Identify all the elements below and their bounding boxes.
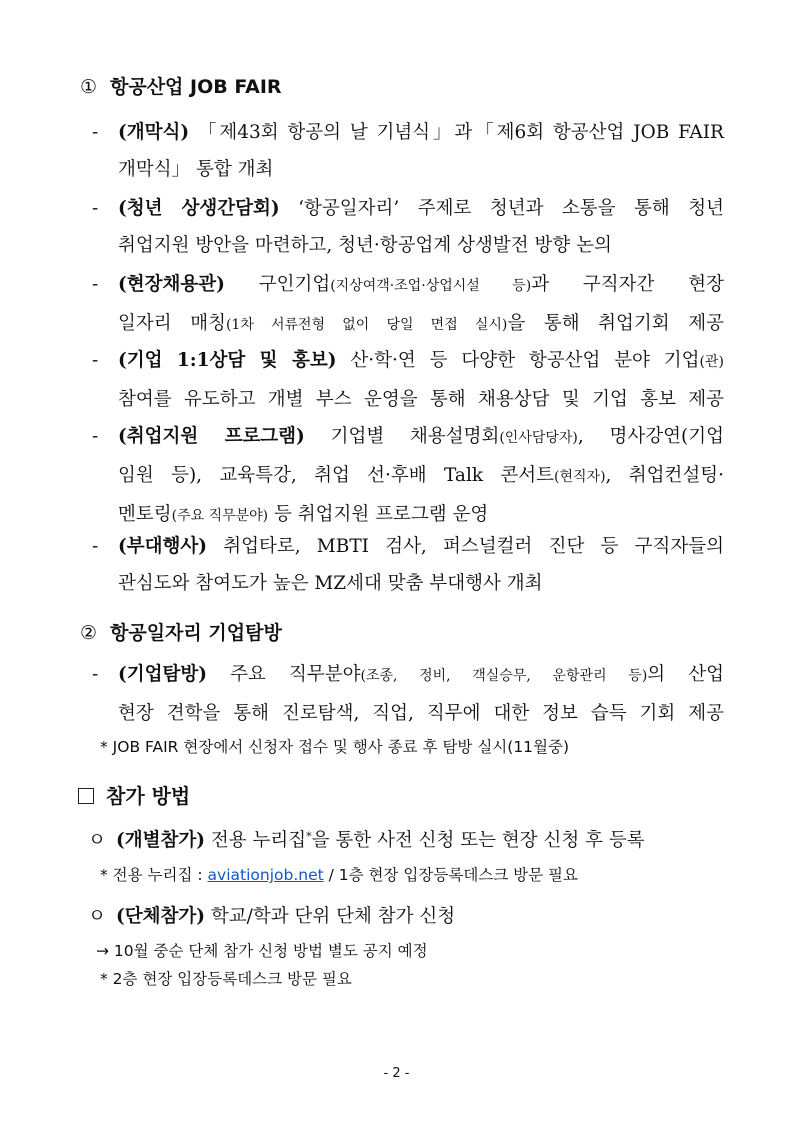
section2-note: * JOB FAIR 현장에서 신청자 접수 및 행사 종료 후 탐방 실시(11월중) — [100, 738, 570, 756]
item-keyword: (부대행사) — [118, 536, 207, 557]
section1-title: 항공산업 JOB FAIR — [110, 76, 282, 98]
page-number: - 2 - — [383, 1066, 410, 1081]
list-item-company-tour: - (기업탐방) 주요 직무분야(조종, 정비, 객실승무, 운항관리 등)의 산업 현장 견학을 통해 진로탐색, 직업, 직무에 대한 정보 습득 기회 제공 — [92, 656, 724, 732]
section2-title: 항공일자리 기업탐방 — [110, 622, 282, 644]
dash: - — [92, 122, 99, 143]
list-item-onsite-hiring: - (현장채용관) 구인기업(지상여객·조업·상업시설 등)과 구직자간 현장 일자리 매칭(1차 서류전형 없이 당일 면접 실시)을 통해 취업기회 제공 — [92, 266, 724, 344]
section1-number: ① — [80, 76, 98, 98]
section2-heading — [80, 618, 282, 645]
item-keyword: (현장채용관) — [118, 274, 225, 295]
item-keyword: (단체참가) — [116, 906, 205, 927]
group-note: * 2층 현장 입장등록데스크 방문 필요 — [100, 970, 352, 988]
list-item-youth-meeting: - (청년 상생간담회) ‘항공일자리’ 주제로 청년과 소통을 통해 청년 취업지원 방안을 마련하고, 청년·항공업계 상생발전 방향 논의 — [92, 190, 724, 264]
individual-participation: ㅇ (개별참가) 전용 누리집*을 통한 사전 신청 또는 현장 신청 후 등록 — [88, 826, 724, 852]
item-keyword: (기업 1:1상담 및 홍보) — [118, 350, 337, 371]
list-item-job-programs: - (취업지원 프로그램) 기업별 채용설명회(인사담당자), 명사강연(기업 임원 등), 교육특강, 취업 선·후배 Talk 콘서트(현직자), 취업컨설팅· 멘토링(주요 직무분야) 등 취업지원 프로그램 운영 — [92, 418, 724, 535]
section1-heading — [80, 72, 282, 99]
individual-note: * 전용 누리집 : aviationjob.net / 1층 현장 입장등록데스크 방문 필요 — [100, 866, 578, 884]
item-keyword: (취업지원 프로그램) — [118, 426, 305, 447]
group-participation: ㅇ (단체참가) 학교/학과 단위 단체 참가 신청 — [88, 902, 724, 928]
dash: - — [92, 536, 99, 557]
checkbox-square-icon — [78, 788, 94, 804]
circle-bullet-icon: ㅇ — [88, 906, 106, 927]
list-item-consulting: - (기업 1:1상담 및 홍보) 산·학·연 등 다양한 항공산업 분야 기업(관) 참여를 유도하고 개별 부스 운영을 통해 채용상담 및 기업 홍보 제공 — [92, 342, 724, 418]
item-keyword: (기업탐방) — [118, 664, 207, 685]
dash: - — [92, 274, 99, 295]
section2-number: ② — [80, 622, 98, 644]
list-item-opening: - (개막식) 「제43회 항공의 날 기념식」과「제6회 항공산업 JOB FAIR 개막식」 통합 개최 — [92, 114, 724, 188]
participation-heading — [78, 780, 190, 809]
dash: - — [92, 198, 99, 219]
dash: - — [92, 664, 99, 685]
list-item-side-events: - (부대행사) 취업타로, MBTI 검사, 퍼스널컬러 진단 등 구직자들의 관심도와 참여도가 높은 MZ세대 맞춤 부대행사 개최 — [92, 528, 724, 602]
website-link[interactable]: aviationjob.net — [207, 866, 324, 884]
group-note-arrow: → 10월 중순 단체 참가 신청 방법 별도 공지 예정 — [96, 942, 428, 960]
participation-title: 참가 방법 — [106, 784, 191, 808]
item-keyword: (개별참가) — [116, 830, 205, 851]
item-keyword: (청년 상생간담회) — [118, 198, 280, 219]
dash: - — [92, 426, 99, 447]
circle-bullet-icon: ㅇ — [88, 830, 106, 851]
dash: - — [92, 350, 99, 371]
item-keyword: (개막식) — [118, 122, 190, 143]
